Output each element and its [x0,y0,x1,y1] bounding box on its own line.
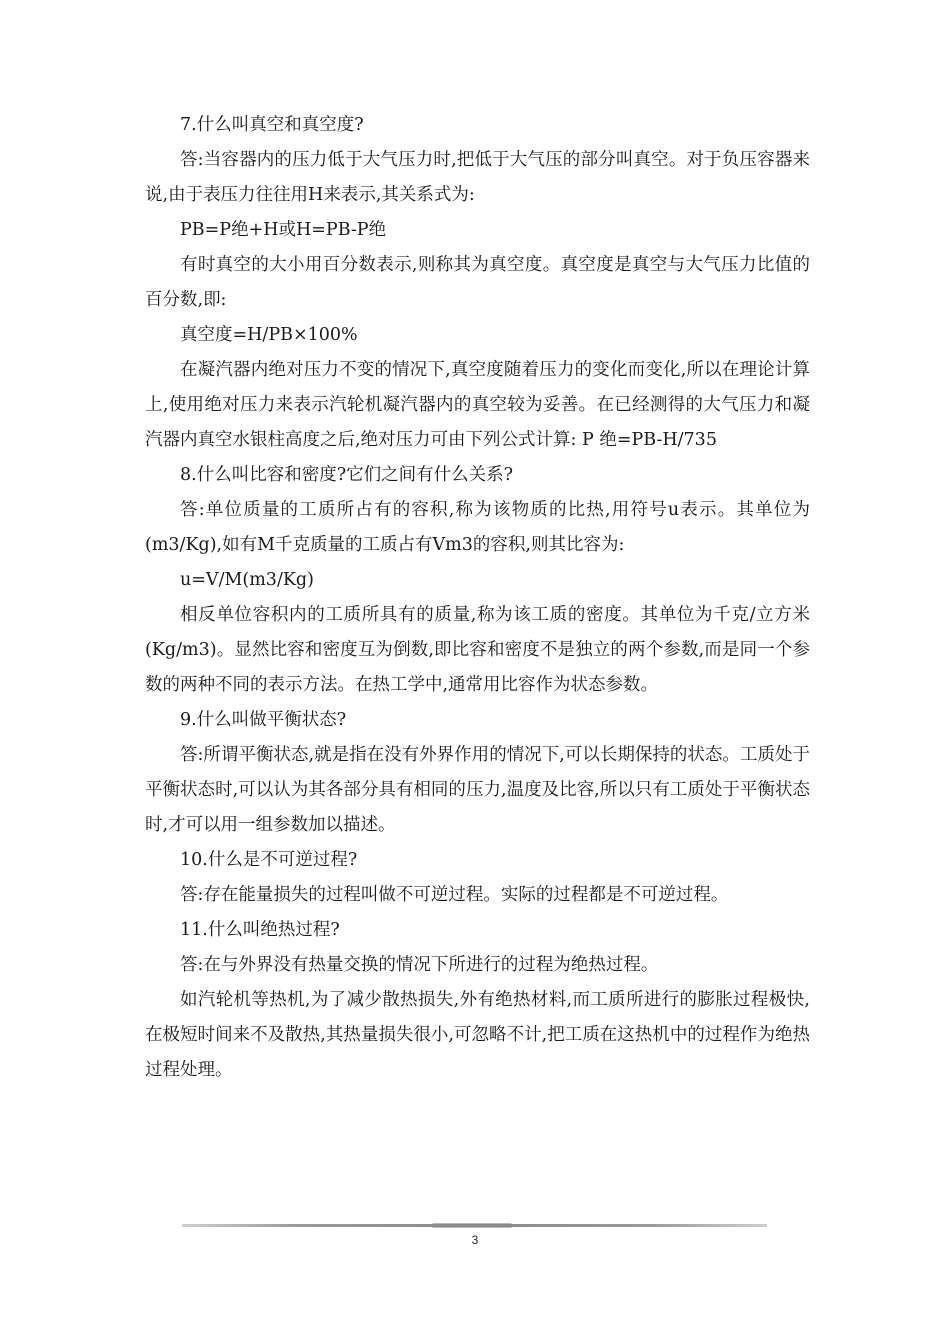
formula-specific-volume: u=V/M(m3/Kg) [180,570,314,590]
answer-8-paragraph: 答:单位质量的工质所占有的容积,称为该物质的比热,用符号u表示。其单位为(m3/Kg),如有M千克质量的工质占有Vm3的容积,则其比容为: [145,500,810,555]
formula-vacuum-relation: PB=P绝+H或H=PB-P绝 [180,220,387,240]
vacuum-degree-paragraph: 有时真空的大小用百分数表示,则称其为真空度。真空度是真空与大气压力比值的百分数,即: [145,255,810,310]
adiabatic-example-paragraph: 如汽轮机等热机,为了减少散热损失,外有绝热材料,而工质所进行的膨胀过程极快,在极短时间来不及散热,其热量损失很小,可忽略不计,把工质在这热机中的过程作为绝热过程处理。 [145,990,810,1080]
document-body [145,108,810,1088]
question-7-heading: 7.什么叫真空和真空度? [180,115,364,135]
absolute-pressure-paragraph: 在凝汽器内绝对压力不变的情况下,真空度随着压力的变化而变化,所以在理论计算上,使用绝对压力来表示汽轮机凝汽器内的真空较为妥善。在已经测得的大气压力和凝汽器内真空水银柱高度之后,绝对压力可由下列公式计算: P 绝=PB-H/735 [145,360,810,450]
question-11-heading: 11.什么叫绝热过程? [180,920,340,940]
answer-10-paragraph: 答:存在能量损失的过程叫做不可逆过程。实际的过程都是不可逆过程。 [180,885,729,905]
footer-divider [182,1224,767,1227]
answer-7-paragraph: 答:当容器内的压力低于大气压力时,把低于大气压的部分叫真空。对于负压容器来说,由于表压力往往用H来表示,其关系式为: [145,150,810,205]
answer-9-paragraph: 答:所谓平衡状态,就是指在没有外界作用的情况下,可以长期保持的状态。工质处于平衡状态时,可以认为其各部分具有相同的压力,温度及比容,所以只有工质处于平衡状态时,才可以用一组参数加以描述。 [145,745,810,835]
page-number: 3 [471,1233,479,1247]
density-paragraph: 相反单位容积内的工质所具有的质量,称为该工质的密度。其单位为千克/立方米(Kg/m3)。显然比容和密度互为倒数,即比容和密度不是独立的两个参数,而是同一个参数的两种不同的表示方法。在热工学中,通常用比容作为状态参数。 [145,605,810,695]
question-9-heading: 9.什么叫做平衡状态? [180,710,347,730]
answer-11-paragraph: 答:在与外界没有热量交换的情况下所进行的过程为绝热过程。 [180,955,659,975]
question-8-heading: 8.什么叫比容和密度?它们之间有什么关系? [180,465,513,485]
question-10-heading: 10.什么是不可逆过程? [180,850,358,870]
formula-vacuum-degree: 真空度=H/PB×100% [180,325,358,345]
